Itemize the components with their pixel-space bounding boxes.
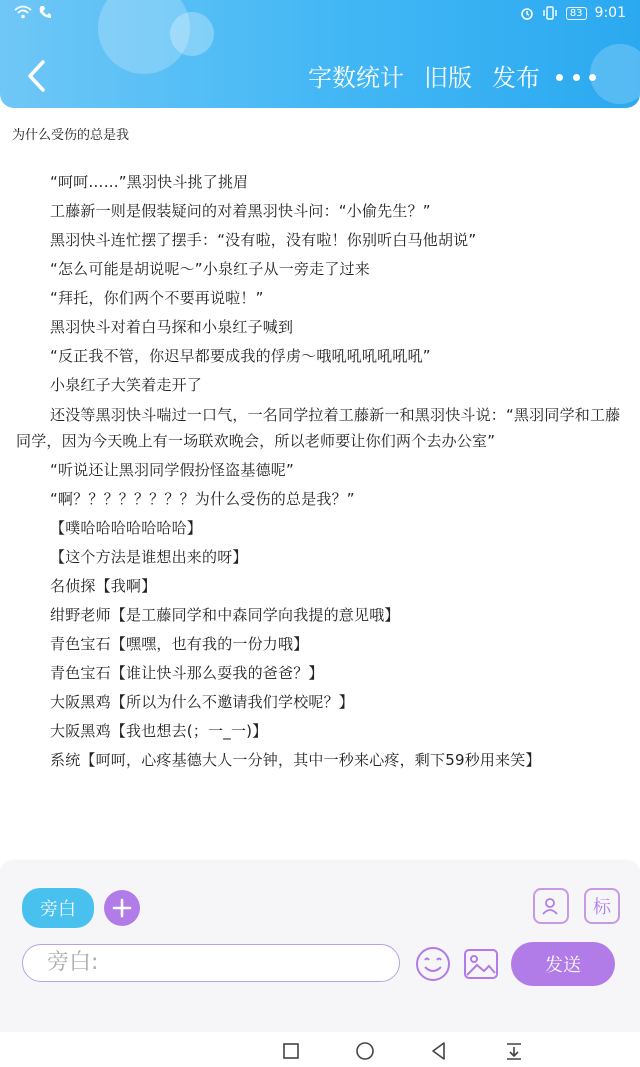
system-nav-bar <box>0 1032 640 1067</box>
paragraph: 绀野老师【是工藤同学和中森同学向我提的意见哦】 <box>50 606 400 624</box>
back-button[interactable] <box>18 56 54 96</box>
clock: 9:01 <box>594 5 626 21</box>
character-button[interactable] <box>533 888 569 924</box>
publish-button[interactable]: 发布 <box>492 64 540 92</box>
paragraph: 黑羽快斗连忙摆了摆手：“没有啦，没有啦！你别听白马他胡说” <box>50 231 477 249</box>
paragraph: 系统【呵呵，心疼基德大人一分钟，其中一秒来心疼，剩下59秒用来笑】 <box>50 751 541 769</box>
dot-icon <box>556 74 563 81</box>
paragraph: 小泉红子大笑着走开了 <box>50 376 203 394</box>
user-icon <box>540 895 562 917</box>
paragraph: 青色宝石【嘿嘿，也有我的一份力哦】 <box>50 635 309 653</box>
plus-icon <box>112 898 132 918</box>
paragraph: 【这个方法是谁想出来的呀】 <box>50 548 248 566</box>
paragraph: 工藤新一则是假装疑问的对着黑羽快斗问：“小偷先生？” <box>50 202 431 220</box>
paragraph: “呵呵……”黑羽快斗挑了挑眉 <box>50 173 249 191</box>
battery-icon: 83 <box>566 7 587 20</box>
send-button[interactable]: 发送 <box>511 942 615 986</box>
more-options-button[interactable] <box>556 62 596 92</box>
paragraph: “拜托，你们两个不要再说啦！” <box>50 289 264 307</box>
top-app-bar <box>0 0 640 108</box>
dot-icon <box>589 74 596 81</box>
call-icon <box>38 5 52 19</box>
paragraph: 大阪黑鸡【我也想去(；一_一)】 <box>50 722 268 740</box>
vibrate-icon <box>542 6 558 20</box>
decor-bubble <box>590 44 640 104</box>
header-actions <box>308 58 540 93</box>
dot-icon <box>573 74 580 81</box>
story-title: 为什么受伤的总是我 <box>12 128 130 143</box>
paragraph: 大阪黑鸡【所以为什么不邀请我们学校呢？】 <box>50 693 355 711</box>
wifi-icon <box>14 5 32 19</box>
dialogue-input[interactable]: 旁白: <box>22 944 400 982</box>
recent-apps-icon[interactable] <box>280 1040 302 1062</box>
chevron-left-icon <box>26 60 46 92</box>
paragraph: “啊？？？？？？？？为什么受伤的总是我？” <box>50 490 355 508</box>
home-icon[interactable] <box>354 1040 376 1062</box>
role-select-button[interactable]: 旁白 <box>22 888 94 928</box>
paragraph: 黑羽快斗对着白马探和小泉红子喊到 <box>50 318 294 336</box>
status-bar <box>0 0 640 28</box>
alarm-icon <box>520 6 534 20</box>
word-count-button[interactable]: 字数统计 <box>308 64 404 92</box>
story-content <box>0 168 640 775</box>
paragraph: “听说还让黑羽同学假扮怪盗基德呢” <box>50 461 294 479</box>
paragraph: 青色宝石【谁让快斗那么耍我的爸爸？】 <box>50 664 324 682</box>
notification-shade-icon[interactable] <box>503 1040 525 1062</box>
paragraph: “反正我不管，你迟早都要成我的俘虏～哦吼吼吼吼吼吼” <box>50 347 431 365</box>
paragraph: 【噗哈哈哈哈哈哈哈】 <box>50 519 203 537</box>
paragraph: 还没等黑羽快斗喘过一口气，一名同学拉着工藤新一和黑羽快斗说：“黑羽同学和工藤同学，因为今天晚上有一场联欢晚会，所以老师要让你们两个去办公室” <box>16 406 621 450</box>
emoji-icon[interactable] <box>414 945 452 983</box>
mark-button[interactable]: 标 <box>584 888 620 924</box>
image-icon[interactable] <box>462 945 500 983</box>
add-role-button[interactable] <box>104 890 140 926</box>
paragraph: “怎么可能是胡说呢～”小泉红子从一旁走了过来 <box>50 260 370 278</box>
back-nav-icon[interactable] <box>428 1040 450 1062</box>
old-version-button[interactable]: 旧版 <box>424 64 472 92</box>
composer-panel <box>0 862 640 1032</box>
paragraph: 名侦探【我啊】 <box>50 577 157 595</box>
